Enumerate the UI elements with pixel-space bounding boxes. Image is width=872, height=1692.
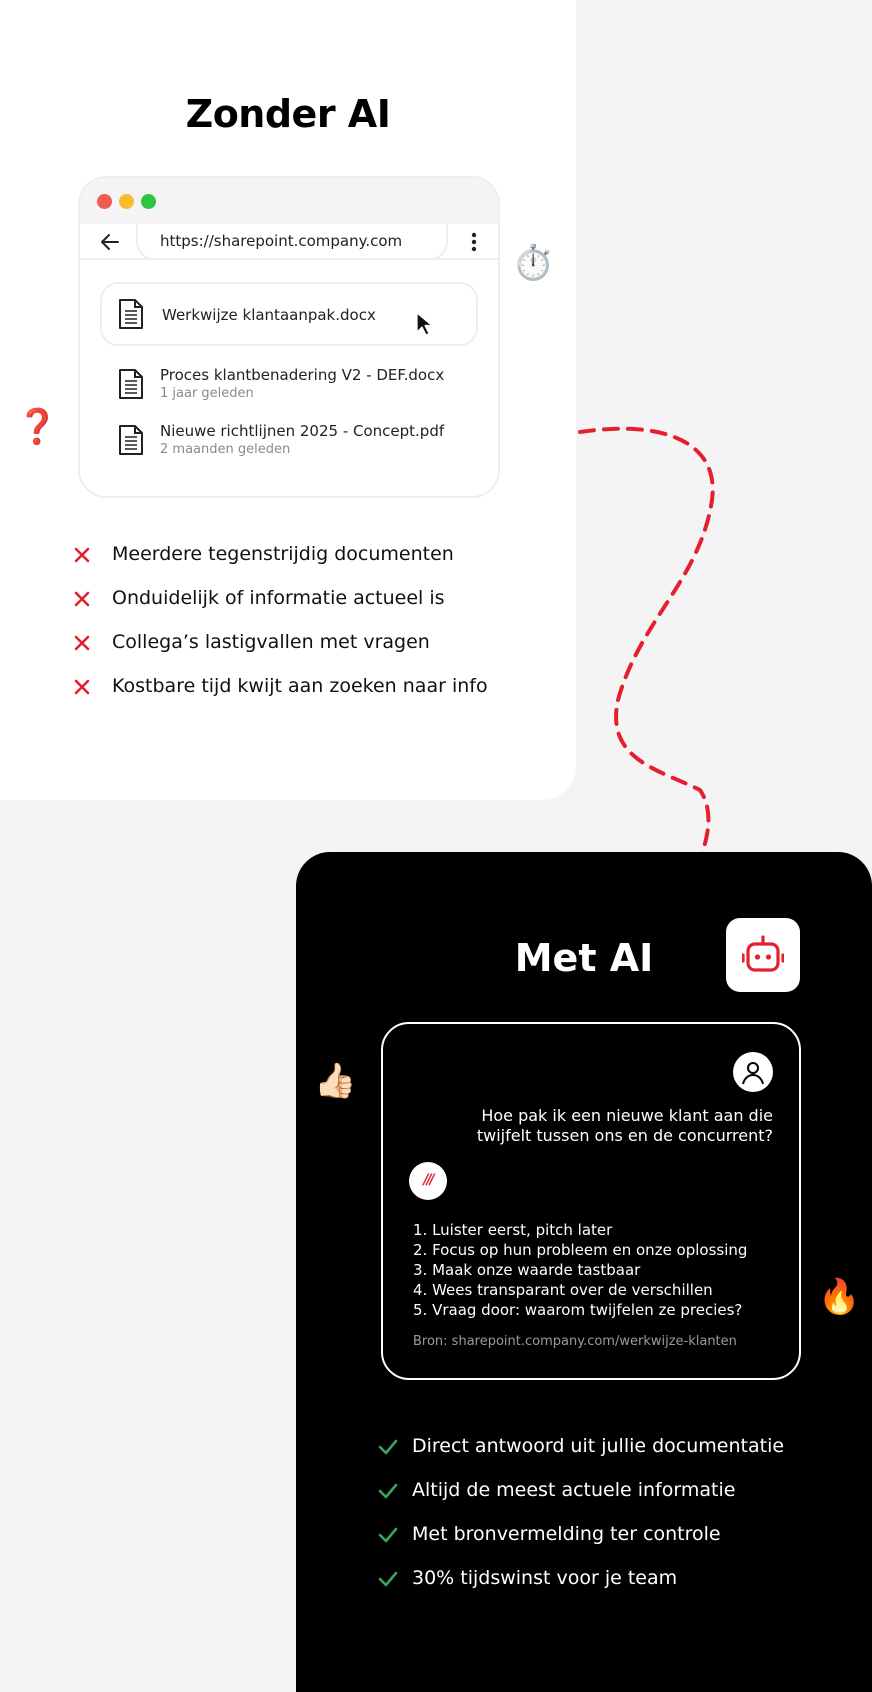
stopwatch-icon: ⏱️: [512, 243, 555, 283]
without-ai-title: Zonder AI: [185, 92, 391, 136]
with-ai-card: [296, 852, 872, 1692]
document-icon: [118, 298, 144, 330]
answer-item: 4. Wees transparant over de verschillen: [413, 1281, 713, 1299]
file-date: 2 maanden geleden: [160, 442, 291, 457]
document-icon: [118, 368, 144, 400]
answer-item: 3. Maak onze waarde tastbaar: [413, 1261, 641, 1279]
close-window-dot[interactable]: [97, 194, 112, 209]
cons-item: [72, 584, 488, 628]
question-mark-icon: ❓: [16, 407, 59, 447]
check-icon: [378, 1571, 398, 1587]
answer-item: 2. Focus op hun probleem en onze oplossing: [413, 1241, 748, 1259]
pros-text: Altijd de meest actuele informatie: [412, 1479, 736, 1501]
file-name: Nieuwe richtlijnen 2025 - Concept.pdf: [160, 422, 445, 440]
fire-icon: 🔥: [818, 1277, 861, 1317]
chat-window: [381, 1022, 801, 1380]
user-avatar: [733, 1052, 773, 1092]
with-ai-title: Met AI: [514, 936, 654, 980]
pros-list: [378, 1432, 784, 1608]
file-date: 1 jaar geleden: [160, 386, 254, 401]
pros-item: [378, 1432, 784, 1476]
ai-answer: [413, 1220, 747, 1320]
robot-icon: [742, 935, 784, 975]
file-name: Proces klantbenadering V2 - DEF.docx: [160, 366, 445, 384]
pros-text: Direct antwoord uit jullie documentatie: [412, 1435, 785, 1457]
pros-text: 30% tijdswinst voor je team: [412, 1567, 678, 1589]
maximize-window-dot[interactable]: [141, 194, 156, 209]
back-arrow-icon[interactable]: [98, 230, 122, 254]
pros-item: [378, 1520, 784, 1564]
cons-text: Kostbare tijd kwijt aan zoeken naar info: [112, 675, 488, 697]
cons-list: [72, 540, 488, 716]
answer-item: 1. Luister eerst, pitch later: [413, 1221, 613, 1239]
minimize-window-dot[interactable]: [119, 194, 134, 209]
check-icon: [378, 1439, 398, 1455]
cons-text: Collega’s lastigvallen met vragen: [112, 631, 430, 653]
cons-text: Meerdere tegenstrijdig documenten: [112, 543, 454, 565]
file-item-active[interactable]: [100, 282, 478, 346]
cross-icon: [74, 635, 90, 651]
ai-logo-icon: ///: [423, 1172, 433, 1188]
cons-item: [72, 672, 488, 716]
cross-icon: [74, 547, 90, 563]
kebab-menu-icon[interactable]: [471, 232, 477, 252]
cross-icon: [74, 679, 90, 695]
answer-source[interactable]: Bron: sharepoint.company.com/werkwijze-klanten: [413, 1334, 737, 1349]
thumbs-up-icon: 👍🏻: [314, 1061, 357, 1101]
cons-item: [72, 540, 488, 584]
user-question: Hoe pak ik een nieuwe klant aan die twijfelt tussen ons en de concurrent?: [476, 1106, 773, 1145]
document-icon: [118, 424, 144, 456]
answer-item: 5. Vraag door: waarom twijfelen ze precies?: [413, 1301, 743, 1319]
file-name: Werkwijze klantaanpak.docx: [162, 306, 376, 324]
browser-window: [78, 176, 500, 498]
pros-item: [378, 1476, 784, 1520]
check-icon: [378, 1483, 398, 1499]
pros-text: Met bronvermelding ter controle: [412, 1523, 721, 1545]
ai-avatar: [409, 1162, 447, 1200]
mouse-cursor-icon: [416, 312, 434, 336]
browser-toolbar: [80, 224, 498, 260]
bot-badge: [726, 918, 800, 992]
address-bar[interactable]: [136, 224, 448, 260]
address-bar-url: https://sharepoint.company.com: [160, 232, 403, 250]
pros-item: [378, 1564, 784, 1608]
cons-item: [72, 628, 488, 672]
user-icon: [739, 1058, 767, 1086]
without-ai-card: [0, 0, 576, 800]
cross-icon: [74, 591, 90, 607]
browser-titlebar: [80, 178, 498, 224]
check-icon: [378, 1527, 398, 1543]
cons-text: Onduidelijk of informatie actueel is: [112, 587, 445, 609]
file-item[interactable]: [118, 362, 478, 406]
file-item[interactable]: [118, 418, 478, 462]
